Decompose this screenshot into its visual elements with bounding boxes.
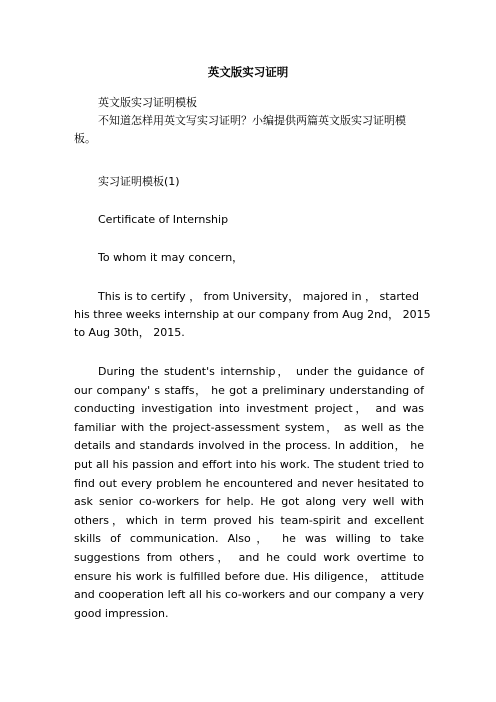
document-subtitle: 英文版实习证明模板 <box>98 96 197 109</box>
paragraph-certify-line-3: to Aug 30th， 2015. <box>74 326 185 339</box>
salutation: To whom it may concern， <box>98 251 244 264</box>
paragraph-certify-line-1: This is to certify ， from University， majored in ， started <box>98 290 419 303</box>
intro-line-2: 板。 <box>74 132 96 145</box>
intro-line-1: 不知道怎样用英文写实习证明？小编提供两篇英文版实习证明模 <box>98 114 406 127</box>
document-title: 英文版实习证明 <box>207 65 289 79</box>
intro-paragraph <box>74 112 424 148</box>
paragraph-certify-line-2: his three weeks internship at our company from Aug 2nd， 2015 <box>74 308 431 321</box>
paragraph-internship-details: During the student's internship， under the guidance of our company' s staffs， he got a preliminary understanding of conducting investigation into investment project， and was familiar with the project-assessment system， as well as the details and standards involved in the process. In addition， he put all his passion and effort into his work. The student tried to find out every problem he encountered and never hesitated to ask senior co-workers for help. He got along very well with others，which in term proved his team-spirit and excellent skills of communication. Also， he was willing to take suggestions from others， and he could work overtime to ensure his work is fulfilled before due. His diligence， attitude and cooperation left all his co-workers and our company a very good impression. <box>74 365 424 620</box>
paragraph-certify <box>74 288 431 342</box>
certificate-heading: Certificate of Internship <box>98 213 229 226</box>
template-heading: 实习证明模板(1) <box>98 175 180 188</box>
